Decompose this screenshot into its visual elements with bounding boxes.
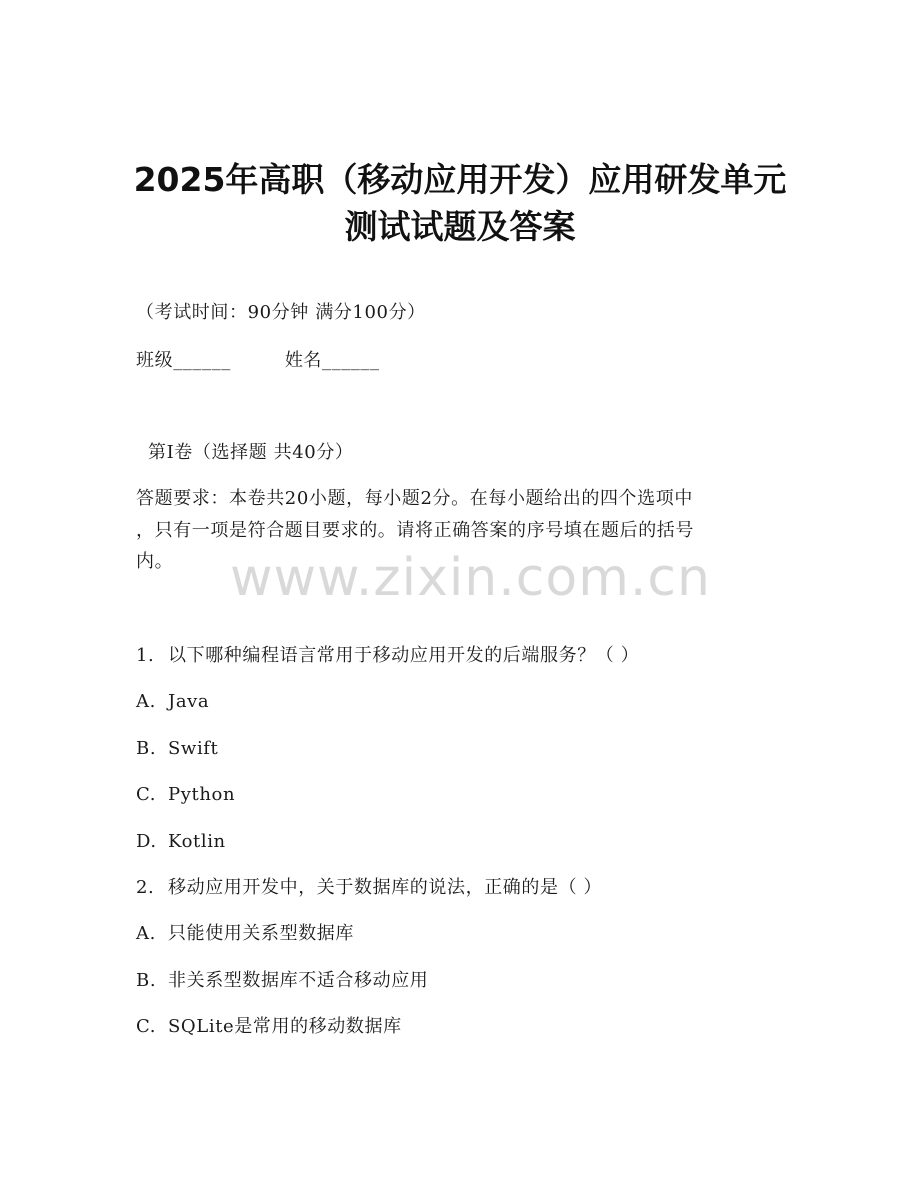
option-text: Java	[168, 691, 210, 712]
option-text: 非关系型数据库不适合移动应用	[168, 970, 429, 991]
question-number: 2.	[136, 877, 155, 898]
option-text: 只能使用关系型数据库	[168, 923, 354, 944]
option-label: B.	[136, 970, 157, 991]
option-label: D.	[136, 831, 157, 852]
option-label: C.	[136, 1016, 157, 1037]
option-text: Python	[168, 784, 236, 805]
instructions-line2: ，只有一项是符合题目要求的。请将正确答案的序号填在题后的括号	[136, 520, 694, 541]
option-label: A.	[136, 923, 156, 944]
exam-info: （考试时间：90分钟 满分100分）	[136, 302, 426, 323]
option-text: SQLite是常用的移动数据库	[168, 1016, 402, 1037]
class-field-label: 班级______	[136, 350, 231, 371]
option-text: Kotlin	[168, 831, 226, 852]
option-text: Swift	[168, 738, 219, 759]
option-label: A.	[136, 691, 156, 712]
section-heading: 第Ⅰ卷（选择题 共40分）	[148, 442, 354, 463]
document-title-line1: 2025年高职（移动应用开发）应用研发单元	[133, 160, 787, 199]
question-1-stem	[136, 644, 639, 668]
name-field-label: 姓名______	[284, 350, 380, 371]
question-1-option-c	[136, 783, 235, 807]
question-2-option-b	[136, 969, 428, 993]
question-text: 移动应用开发中，关于数据库的说法，正确的是（ ）	[168, 877, 603, 898]
question-1-option-d	[136, 830, 226, 854]
question-1-option-a	[136, 690, 209, 714]
question-1-option-b	[136, 737, 218, 761]
instructions-line1: 答题要求：本卷共20小题，每小题2分。在每小题给出的四个选项中	[136, 488, 693, 509]
question-2-stem	[136, 876, 602, 900]
option-label: B.	[136, 738, 157, 759]
option-label: C.	[136, 784, 157, 805]
question-2-option-a	[136, 922, 354, 946]
question-text: 以下哪种编程语言常用于移动应用开发的后端服务？（ ）	[168, 645, 640, 666]
instructions-line3: 内。	[136, 551, 174, 572]
watermark: www.zixin.com.cn	[230, 548, 711, 608]
question-2-option-c	[136, 1015, 402, 1039]
question-number: 1.	[136, 645, 155, 666]
student-info-row	[136, 349, 380, 373]
document-title-line2: 测试试题及答案	[344, 207, 576, 246]
